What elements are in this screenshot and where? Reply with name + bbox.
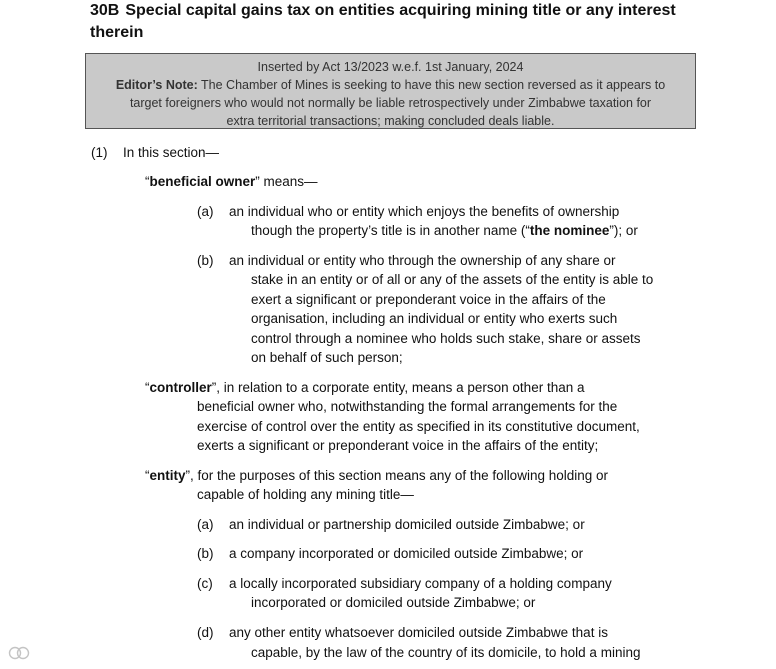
paragraph-text: though the property’s title is in another name (“the nominee”); or <box>251 223 638 238</box>
paragraph-text: exert a significant or preponderant voice in the affairs of the <box>251 292 606 307</box>
section-number: 30B <box>90 2 120 19</box>
subsection-number: (1) <box>91 145 108 160</box>
editors-note-line3: extra territorial transactions; making concluded deals liable. <box>226 114 555 128</box>
defined-term: entity <box>149 468 186 483</box>
paragraph-text: stake in an entity or of all or any of the assets of the entity is able to <box>251 272 654 287</box>
paragraph-text: organisation, including an individual or entity who exerts such <box>251 311 618 326</box>
defined-term: beneficial owner <box>149 174 256 189</box>
paragraph-text: incorporated or domiciled outside Zimbabwe; or <box>251 595 536 610</box>
editors-note-line1: Editor’s Note: The Chamber of Mines is seeking to have this new section reversed as it appears to <box>115 78 666 92</box>
paragraph-text: an individual or partnership domiciled outside Zimbabwe; or <box>229 517 585 532</box>
definition-beneficial-owner: “beneficial owner” means— <box>145 174 318 189</box>
section-title-line2: therein <box>90 24 144 41</box>
definition-controller: “controller”, in relation to a corporate entity, means a person other than a <box>145 380 585 395</box>
paragraph-text: capable, by the law of the country of its domicile, to hold a mining <box>251 645 641 660</box>
paragraph-number: (a) <box>197 517 214 532</box>
paragraph-text: a locally incorporated subsidiary company of a holding company <box>229 576 612 591</box>
inserted-by-text: Inserted by Act 13/2023 w.e.f. 1st January, 2024 <box>257 60 524 74</box>
definition-text: exercise of control over the entity as specified in its constitutive document, <box>197 419 640 434</box>
watermark-icon <box>8 646 30 660</box>
subsection-intro: In this section— <box>123 145 220 160</box>
definition-text: exerts a significant or preponderant voice in the affairs of the entity; <box>197 438 599 453</box>
paragraph-number: (c) <box>197 576 213 591</box>
paragraph-text: any other entity whatsoever domiciled outside Zimbabwe that is <box>229 625 608 640</box>
definition-text: capable of holding any mining title— <box>197 487 414 502</box>
defined-term: the nominee <box>529 223 610 238</box>
definition-text: beneficial owner who, notwithstanding the formal arrangements for the <box>197 399 618 414</box>
paragraph-number: (b) <box>197 546 214 561</box>
section-title-line1: Special capital gains tax on entities acquiring mining title or any interest <box>125 2 676 19</box>
paragraph-number: (b) <box>197 253 214 268</box>
paragraph-number: (d) <box>197 625 214 640</box>
paragraph-text: a company incorporated or domiciled outside Zimbabwe; or <box>229 546 584 561</box>
defined-term: controller <box>149 380 212 395</box>
editors-note-label: Editor’s Note: <box>115 78 198 92</box>
paragraph-text: an individual who or entity which enjoys the benefits of ownership <box>229 204 620 219</box>
section-heading <box>90 0 730 44</box>
definition-entity: “entity”, for the purposes of this section means any of the following holding or <box>145 468 609 483</box>
watermark-logo <box>8 644 30 660</box>
editors-note-box <box>85 53 696 129</box>
paragraph-text: control through a nominee who holds such stake, share or assets <box>251 331 641 346</box>
paragraph-text: on behalf of such person; <box>251 350 403 365</box>
editors-note-line2: target foreigners who would not normally be liable retrospectively under Zimbabwe taxation for <box>129 96 652 110</box>
paragraph-text: an individual or entity who through the ownership of any share or <box>229 253 616 268</box>
paragraph-number: (a) <box>197 204 214 219</box>
